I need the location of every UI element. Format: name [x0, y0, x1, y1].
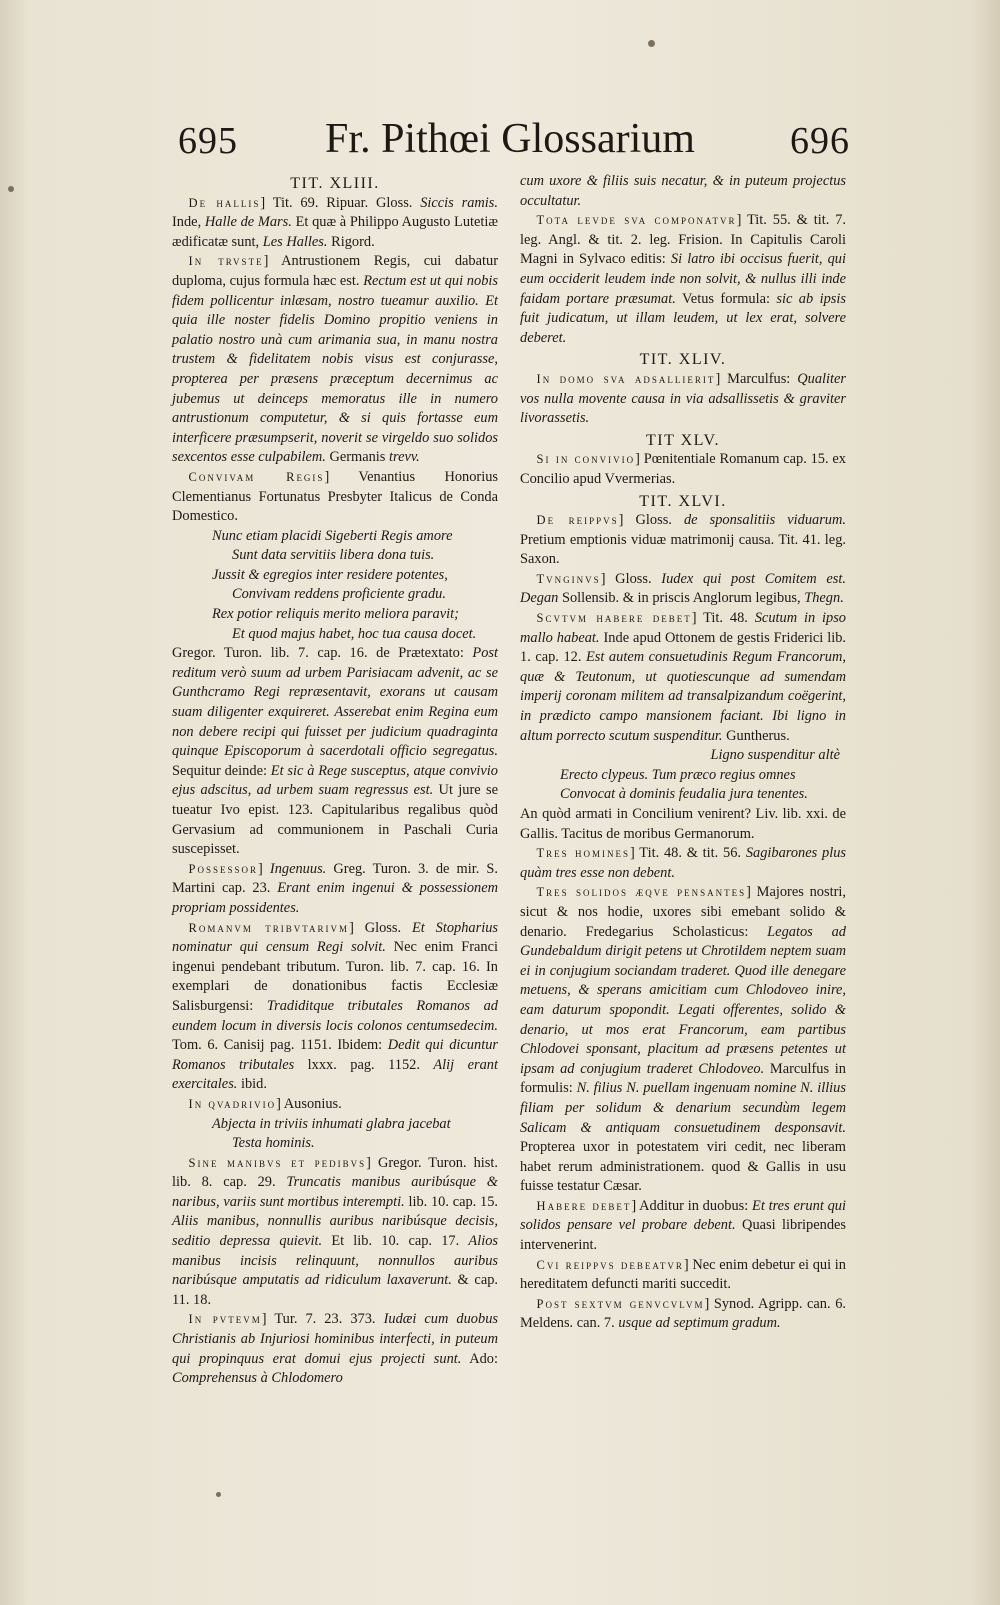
glossary-entry	[520, 1295, 846, 1334]
entry-headword: Romanvm tribvtarivm	[188, 920, 350, 935]
glossary-entry	[520, 511, 846, 570]
entry-headword: Post sextvm genvcvlvm	[536, 1296, 705, 1311]
entry-text: Pretium emptionis viduæ matrimonij causa. Tit. 41. leg. Saxon.	[520, 531, 846, 568]
entry-text: ] Pœnitentiale Romanum cap. 15. ex Concilio apud Vvermerias.	[520, 451, 846, 487]
entry-text: Sequitur deinde:	[172, 762, 271, 779]
entry-text: ] Additur in duobus:	[631, 1197, 753, 1214]
section-title: TIT XLV.	[646, 431, 720, 449]
entry-headword: In trvste	[188, 254, 264, 269]
quoted-text: Aliis manibus, nonnullis auribus naribúsque decisis, seditio depressa quievit.	[172, 1213, 498, 1250]
quoted-text: cum uxore & filiis suis necatur, & in puteum projectus occultatur.	[520, 173, 846, 209]
glossary-entry	[520, 844, 846, 883]
entry-text: Germanis	[325, 449, 390, 466]
glossary-entry	[520, 450, 846, 489]
glossary-entry	[520, 883, 846, 1197]
quoted-text: Et tres erunt qui solidos pensare vel probare debent.	[520, 1197, 846, 1234]
quoted-text: Legatos ad Gundebaldum dirigit petens ut Chrotildem neptem suam ei in conjugium sociandam traderet. Quod ille denegare metuens, & sperans amicitiam cum Chlodoveo inire, eam daturum spopondit. Legati offerentes, solido & denario, ut mos erat Francorum, eam partibus Chlodovei sponsant, placitum ad præsens petentes ut ipsam ad conjugium traderet Chlodoveo.	[520, 923, 846, 1077]
quoted-text: Si latro ibi occisus fuerit, qui eum occiderit leudem inde non solvit, & nullus illi inde faidam portare præsumat.	[520, 251, 846, 307]
verse-line: Nunc etiam placidi Sigeberti Regis amore	[212, 527, 453, 544]
quoted-text: Est autem consuetudinis Regum Francorum, quæ & Teutonum, ut quotiescunque ad sumendam imperij coronam militem ad transalpizandum coëgerint, in prædicto campo mansionem faciant. Ibi ligno in altum porrecto scutum suspenditur.	[520, 649, 846, 744]
entry-text: Inde,	[172, 214, 205, 231]
entry-text: ] Antrustionem Regis, cui dabatur duploma, cujus formula hæc est.	[172, 253, 498, 289]
quoted-text: Alios manibus incisis relinquunt, nonnullos auribus naribúsque amputatis ad ridiculum laxaverunt.	[172, 1233, 498, 1289]
quoted-text: Iudæi cum duobus Christianis ab Injuriosi hominibus interfecti, in puteum qui propinquus erat domui ejus projecti sunt.	[172, 1311, 498, 1367]
quoted-text: Comprehensus à Chlodomero	[172, 1370, 343, 1387]
quoted-text: Tradiditque tributales Romanos ad eundem locum in diversis locis colonos centumsedecim.	[172, 997, 498, 1034]
entry-text: ] Tit. 48. & tit. 56.	[630, 845, 746, 862]
entry-text: ] Gregor. Turon. hist. lib. 8. cap. 29.	[172, 1154, 498, 1191]
entry-text: Guntherus.	[722, 727, 790, 744]
glossary-entry	[172, 1154, 498, 1311]
quoted-text: Alij erant exercitales.	[172, 1056, 498, 1093]
quoted-text: Post reditum verò suum ad urbem Parisiacam advenit, ac se Gunthcramo Regi repræsentavit, exorans ut causam suam diligenter exquireret. Asserebat enim Regina eum non debere recipi qui fuisset per judicium quadraginta quinque Episcoporum à sacerdotali officio segregatus.	[172, 645, 498, 760]
glossary-entry	[520, 805, 846, 844]
entry-text: ] Marculfus:	[715, 370, 798, 387]
glossary-entry	[172, 644, 498, 860]
entry-text: Propterea uxor in potestatem viri cedit, nec liberam habet rerum administrationem. quod & Gallis in usu fuisse testatur Cæsar.	[520, 1139, 846, 1195]
entry-text: Greg. Turon. 3. de mir. S. Martini cap. 23.	[172, 860, 498, 897]
entry-text: An quòd armati in Concilium venirent? Liv. lib. xxi. de Gallis. Tacitus de moribus Germanorum.	[520, 806, 846, 842]
quoted-text: Ingenuus.	[269, 860, 327, 877]
verse-line: Testa hominis.	[232, 1135, 315, 1152]
glossary-entry	[520, 1256, 846, 1295]
quoted-text: sic ab ipsis fuit judicatum, ut illam leudem, ut lex erat, solvere deberet.	[520, 290, 847, 346]
section-title: TIT. XLVI.	[639, 492, 727, 510]
verse-line: Jussit & egregios inter residere potentes,	[212, 566, 448, 583]
entry-headword: In domo sva adsallierit	[536, 371, 716, 386]
entry-headword: Habere debet	[536, 1198, 632, 1213]
glossary-entry	[172, 860, 498, 919]
entry-text: ] Tur. 7. 23. 373.	[261, 1311, 384, 1328]
verse-line: Abjecta in triviis inhumati glabra jacebat	[212, 1115, 451, 1132]
entry-headword: In pvtevm	[188, 1312, 262, 1327]
glossary-entry	[172, 252, 498, 468]
glossary-entry	[520, 211, 846, 348]
quoted-text: Rectum est ut qui nobis fidem pollicentur inlæsam, nostro tueamur auxilio. Et quia ille noster fidelis Domino propitio veniens in palatio nostro unà cum arimania sua, in manu nostra trustem & fidelitatem nobis visus est conjurasse, propterea per præsens præceptum decernimus ac jubemus ut deinceps memoratus ille in numero antrustionum computetur, & si quis fortasse eum interficere præsumpserit, noverit se virgeldo suo solidos sexcentos esse culpabilem.	[172, 272, 498, 466]
entry-headword: Possessor	[188, 861, 259, 876]
entry-text: Ut jure se tueatur Ivo epist. 123. Capitularibus regalibus quòd Gervasium ad communionem in Paschali Curia suscepisset.	[172, 782, 498, 858]
quoted-text: Erant enim ingenui & possessionem propriam possidentes.	[172, 880, 498, 916]
left-column	[172, 172, 498, 1389]
entry-text: Ado:	[461, 1350, 498, 1367]
glossary-entry	[172, 1095, 498, 1115]
quoted-text: trevv.	[389, 449, 420, 466]
entry-text: ] Tit. 69. Ripuar. Gloss.	[260, 194, 421, 211]
verse-line: Convocat à dominis feudalia jura tenentes.	[560, 786, 808, 803]
paper-spot	[216, 1492, 221, 1497]
entry-text: Quasi libripendes intervenerint.	[520, 1217, 847, 1254]
entry-text: & cap. 11. 18.	[172, 1272, 498, 1308]
entry-text: ] Tit. 55. & tit. 7. leg. Angl. & tit. 2. leg. Frision. In Capitulis Caroli Magni in Sylvaco editis:	[520, 212, 846, 268]
section-title: TIT. XLIV.	[639, 351, 727, 369]
glossary-entry	[520, 1197, 846, 1256]
quoted-text: Et Stopharius nominatur qui censum Regi solvit.	[172, 919, 498, 956]
quoted-text: Iudex qui post Comitem est. Degan	[520, 570, 846, 607]
entry-text: Et quæ à Philippo Augusto Lutetiæ ædificatæ sunt,	[172, 214, 499, 250]
entry-text: Inde apud Ottonem de gestis Friderici lib. 1. cap. 12.	[520, 629, 846, 666]
running-header	[170, 115, 850, 175]
quoted-text: Qualiter vos nulla movente causa in via adsallissetis & graviter livorassetis.	[520, 370, 847, 427]
paper-spot	[8, 186, 14, 192]
entry-headword: Sine manibvs et pedibvs	[188, 1155, 367, 1170]
entry-text: Tom. 6. Canisij pag. 1151. Ibidem:	[172, 1037, 388, 1054]
right-column	[520, 172, 846, 1334]
glossary-entry	[172, 468, 498, 527]
entry-headword: Convivam Regis	[188, 469, 325, 484]
quoted-text: Siccis ramis.	[420, 194, 498, 211]
entry-text: Gregor. Turon. lib. 7. cap. 16. de Prætextato:	[172, 645, 473, 662]
verse-line: Erecto clypeus. Tum præco regius omnes	[560, 766, 796, 783]
entry-text: ]	[258, 860, 270, 877]
verse-line: Convivam reddens proficiente gradu.	[232, 586, 446, 603]
glossary-entry	[520, 370, 846, 429]
entry-text: ] Gloss.	[618, 512, 684, 529]
entry-headword: Tres homines	[536, 846, 630, 861]
entry-headword: Tvnginvs	[536, 571, 601, 586]
quoted-text: Halle de Mars.	[204, 214, 292, 231]
entry-text: Marculfus in formulis:	[520, 1060, 846, 1097]
quoted-text: Dedit qui dicuntur Romanos tributales	[172, 1037, 498, 1073]
running-title: Fr. Pithœi Glossarium	[325, 116, 695, 162]
quoted-text: Thegn.	[804, 590, 844, 607]
section-title: TIT. XLIII.	[290, 175, 380, 192]
entry-headword: Si in convivio	[536, 452, 636, 467]
entry-headword: De hallis	[188, 195, 261, 210]
entry-headword: Cvi reippvs debeatvr	[536, 1257, 684, 1272]
entry-text: ] Majores nostri, sicut & nos hodie, uxores sibi emebant solido & denario. Fredegarius Scholasticus:	[520, 884, 846, 940]
entry-headword: Scvtvm habere debet	[536, 611, 692, 626]
quoted-text: de sponsalitiis viduarum.	[683, 512, 846, 529]
paper-spot	[648, 40, 655, 47]
entry-headword: Tres solidos æqve pensantes	[536, 885, 747, 900]
entry-text: lxxx. pag. 1152.	[294, 1056, 434, 1073]
entry-headword: Tota levde sva componatvr	[536, 213, 737, 228]
entry-text: ibid.	[237, 1076, 267, 1093]
entry-text: ] Venantius Honorius Clementianus Fortunatus Presbyter Italicus de Conda Domestico.	[172, 468, 499, 525]
glossary-entry	[172, 919, 498, 1095]
entry-text: ] Ausonius.	[276, 1095, 342, 1112]
entry-text: lib. 10. cap. 15.	[404, 1193, 498, 1210]
entry-text: Nec enim Franci ingenui pendebant tributum. Turon. lib. 7. cap. 16. In exemplari de donationibus factis Ecclesiæ Salisburgensi:	[172, 939, 498, 1014]
quoted-text: usque ad septimum gradum.	[618, 1315, 781, 1332]
page-number-left: 695	[178, 120, 238, 162]
verse-line: Sunt data servitiis libera dona tuis.	[232, 547, 435, 564]
entry-text: Et lib. 10. cap. 17.	[322, 1233, 469, 1250]
entry-text: ] Gloss.	[349, 919, 412, 936]
glossary-entry	[520, 570, 846, 609]
glossary-entry	[172, 1310, 498, 1388]
entry-text: ] Nec enim debetur ei qui in hereditatem defuncti mariti succedit.	[520, 1256, 846, 1293]
quoted-text: Et sic à Rege susceptus, atque convivio ejus adscitus, ad urbem suam regressus est.	[172, 762, 498, 799]
entry-headword: De reippvs	[536, 513, 619, 528]
glossary-entry	[520, 609, 846, 746]
entry-text: Rigord.	[327, 233, 375, 250]
verse-line: Rex potior reliquis merito meliora paravit;	[212, 606, 459, 623]
entry-text: Sollensib. & in priscis Anglorum legibus,	[558, 590, 805, 607]
verse-line: Et quod majus habet, hoc tua causa docet.	[232, 625, 477, 642]
glossary-entry	[172, 194, 498, 253]
verse-line: Ligno suspenditur altè	[710, 747, 840, 764]
entry-text: ] Synod. Agripp. can. 6. Meldens. can. 7.	[520, 1295, 846, 1332]
quoted-text: Sagibarones plus quàm tres esse non debent.	[520, 845, 846, 881]
quoted-text: Les Halles.	[262, 233, 328, 250]
quoted-text: Truncatis manibus auribúsque & naribus, variis sunt mortibus interempti.	[172, 1174, 498, 1210]
entry-text: ] Gloss.	[600, 570, 662, 587]
quoted-text: Scutum in ipso mallo habeat.	[520, 610, 846, 646]
entry-text: Vetus formula:	[675, 290, 777, 307]
quoted-text: N. filius N. puellam ingenuam nomine N. illius filiam per solidum & denarium secundùm legem Salicam & antiquam consuetudinem desponsavit.	[520, 1080, 846, 1136]
entry-headword: In qvadrivio	[188, 1096, 277, 1111]
glossary-entry	[520, 172, 846, 211]
page-number-right: 696	[790, 120, 850, 162]
entry-text: ] Tit. 48.	[691, 610, 755, 627]
